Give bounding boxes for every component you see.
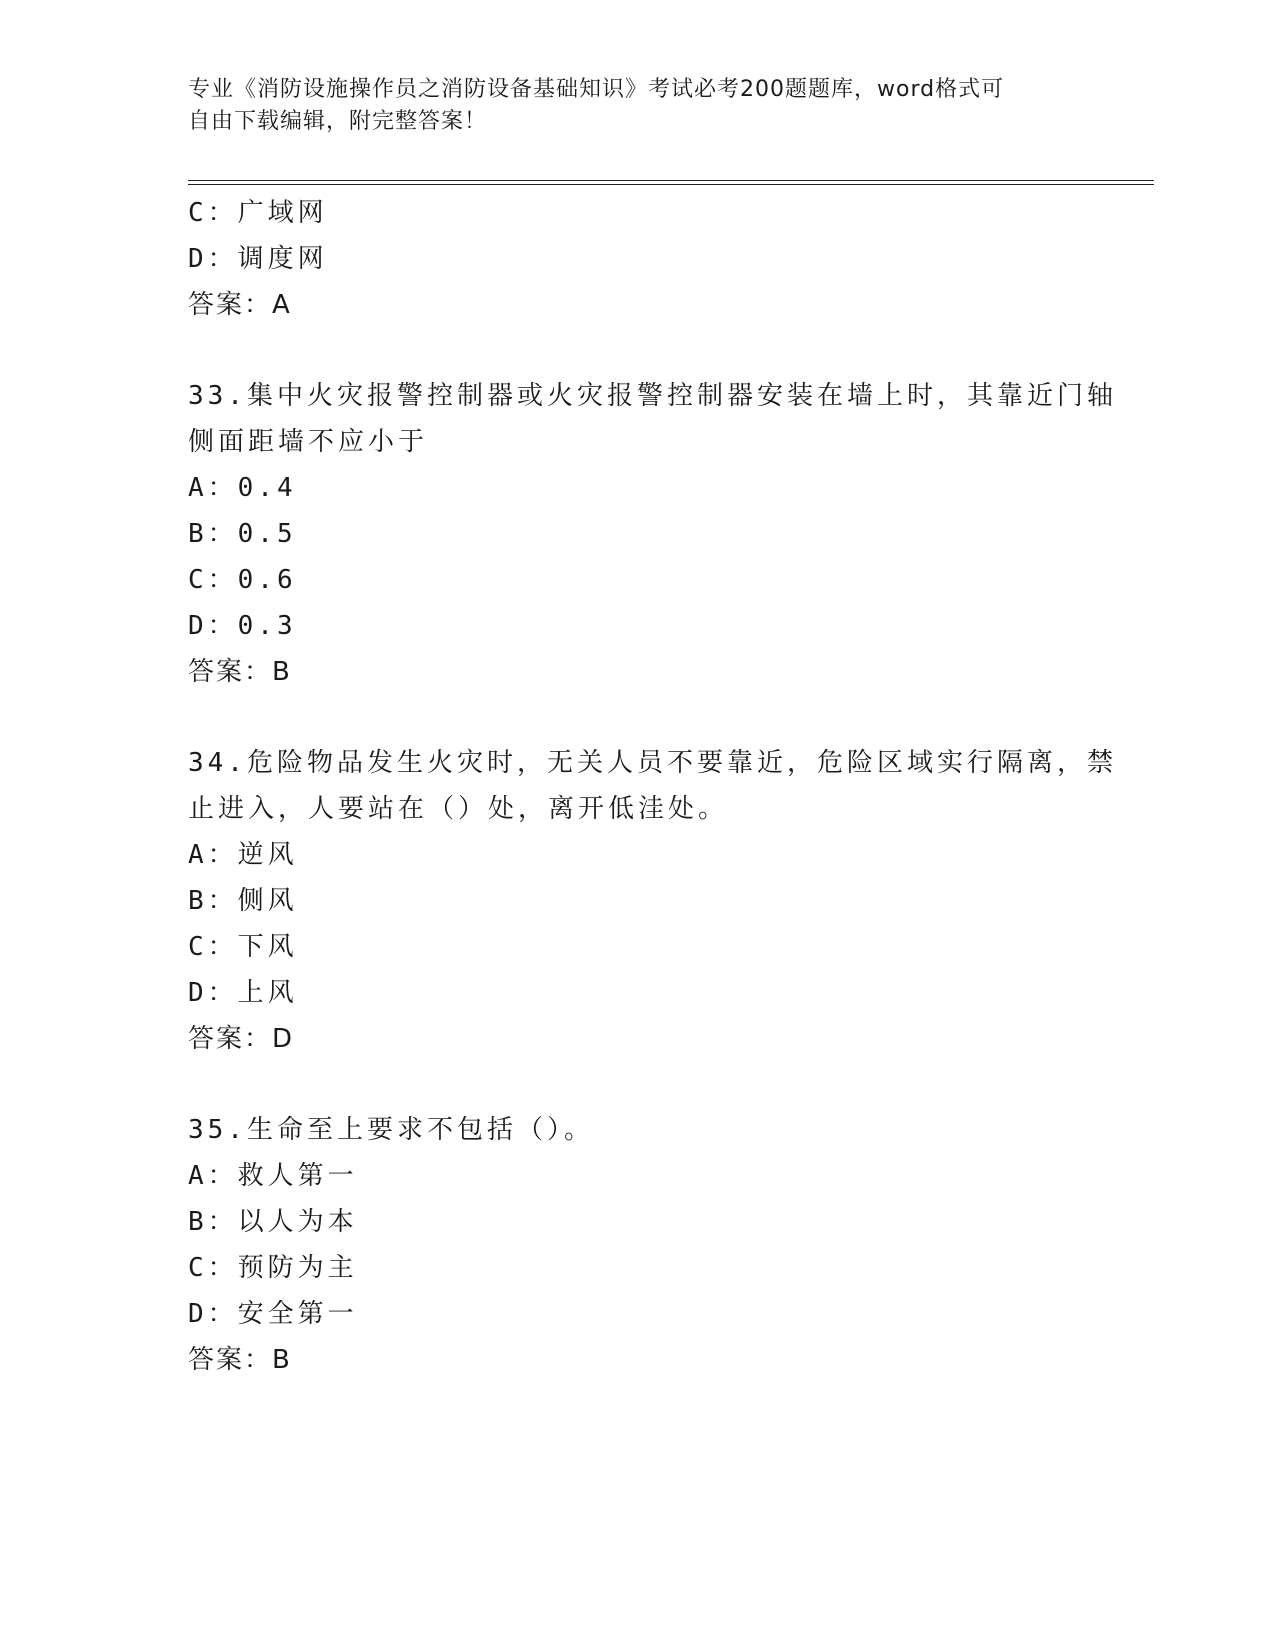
- option-d: D：安全第一: [188, 1299, 358, 1329]
- header-divider-bottom: [188, 184, 1154, 185]
- header-divider-top: [188, 180, 1154, 181]
- answer: 答案：D: [188, 1024, 295, 1054]
- option-b: B：侧风: [188, 886, 298, 916]
- page-header: [188, 74, 1068, 138]
- option-c: C：下风: [188, 932, 298, 962]
- header-line-1: 专业《消防设施操作员之消防设备基础知识》考试必考200题题库，word格式可: [188, 77, 1005, 102]
- option-b: B：以人为本: [188, 1207, 358, 1237]
- question-text-line-1: 35.生命至上要求不包括（）。: [188, 1115, 594, 1145]
- question-34: [188, 740, 1118, 1062]
- question-35: [188, 1107, 1118, 1383]
- option-c: C：0.6: [188, 565, 297, 595]
- option-d: D：0.3: [188, 611, 297, 641]
- header-line-2: 自由下载编辑，附完整答案！: [188, 109, 488, 134]
- option-c: C：预防为主: [188, 1253, 358, 1283]
- question-text-line-1: 33.集中火灾报警控制器或火灾报警控制器安装在墙上时，其靠近门轴: [188, 381, 1117, 411]
- option-a: A：逆风: [188, 840, 298, 870]
- question-33: [188, 373, 1118, 695]
- document-body: [188, 190, 1118, 1383]
- answer: 答案：B: [188, 657, 292, 687]
- question-text-line-2: 止进入，人要站在（）处，离开低洼处。: [188, 794, 729, 824]
- question-text-line-1: 34.危险物品发生火灾时，无关人员不要靠近，危险区域实行隔离，禁: [188, 748, 1117, 778]
- option-c: C：广域网: [188, 198, 328, 228]
- option-a: A：救人第一: [188, 1161, 358, 1191]
- option-d: D：上风: [188, 978, 298, 1008]
- option-d: D：调度网: [188, 244, 328, 274]
- option-a: A：0.4: [188, 473, 297, 503]
- answer: 答案：A: [188, 290, 292, 320]
- question-text-line-2: 侧面距墙不应小于: [188, 427, 429, 457]
- previous-question-tail: [188, 190, 1118, 328]
- option-b: B：0.5: [188, 519, 297, 549]
- answer: 答案：B: [188, 1345, 292, 1375]
